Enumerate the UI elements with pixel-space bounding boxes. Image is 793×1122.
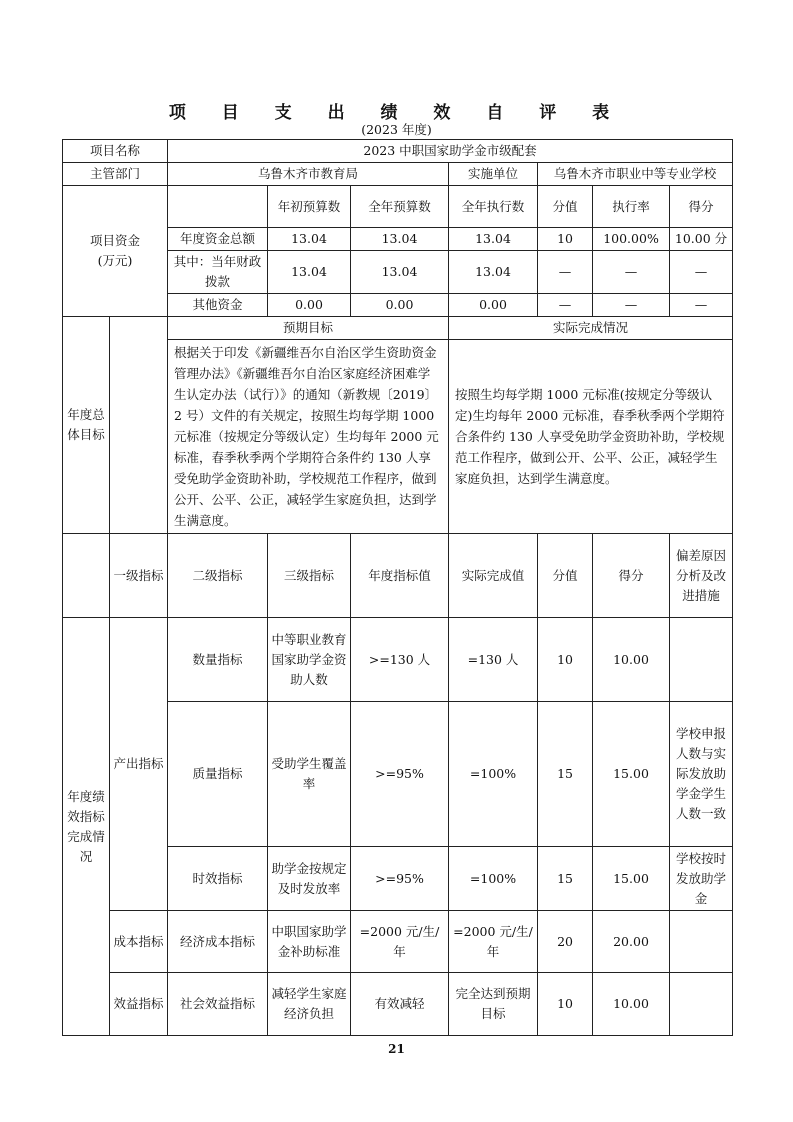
funds-cell: 13.04 [351, 251, 449, 294]
indicator-level2: 质量指标 [168, 702, 268, 847]
benefit-indicator-label: 效益指标 [110, 973, 168, 1036]
indicator-level3: 中等职业教育国家助学金资助人数 [268, 618, 351, 702]
goals-expected-header: 预期目标 [168, 317, 449, 340]
goals-blank [110, 317, 168, 534]
funds-header-row [63, 186, 733, 228]
indicator-level2: 数量指标 [168, 618, 268, 702]
indicator-deviation [670, 973, 733, 1036]
funds-fiscal-label: 其中：当年财政拨款 [168, 251, 268, 294]
funds-header-blank [168, 186, 268, 228]
project-name-label: 项目名称 [63, 140, 168, 163]
funds-other-label: 其他资金 [168, 294, 268, 317]
indicator-target: =2000 元/生/年 [351, 911, 449, 973]
funds-cell: 100.00% [593, 228, 670, 251]
goals-actual-text: 按照生均每学期 1000 元标准(按规定分等级认定)生均每年 2000 元标准，春季秋季两个学期符合条件约 130 人享受免助学金资助补助，学校规范工作程序，做到公开、公平、公正，减轻学生家庭负担，达到学生满意度。 [449, 340, 733, 534]
funds-cell: 10 [538, 228, 593, 251]
indicator-level2: 社会效益指标 [168, 973, 268, 1036]
header-target: 年度指标值 [351, 534, 449, 618]
indicator-target: >=95% [351, 702, 449, 847]
indicator-score-value: 15 [538, 847, 593, 911]
indicator-target: >=95% [351, 847, 449, 911]
unit-label: 实施单位 [449, 163, 538, 186]
indicator-deviation [670, 618, 733, 702]
indicator-deviation: 学校申报人数与实际发放助学金学生人数一致 [670, 702, 733, 847]
funds-total-label: 年度资金总额 [168, 228, 268, 251]
cost-indicator-label: 成本指标 [110, 911, 168, 973]
funds-cell: 13.04 [449, 251, 538, 294]
goals-expected-text: 根据关于印发《新疆维吾尔自治区学生资助资金管理办法》《新疆维吾尔自治区家庭经济困难学生认定办法（试行）》的通知（新教规〔2019〕2 号）文件的有关规定，按照生均每学期 1000 元标准（按规定分等级认定）生均每年 2000 元标准，春季秋季两个学期符合条件约 130 人享受免助学金资助补助，学校规范工作程序，做到公开、公平、公正，减轻学生家庭负担，达到学生满意度。 [168, 340, 449, 534]
indicator-actual: =100% [449, 847, 538, 911]
indicator-target: 有效减轻 [351, 973, 449, 1036]
indicator-actual: =100% [449, 702, 538, 847]
funds-cell: — [538, 251, 593, 294]
header-level2: 二级指标 [168, 534, 268, 618]
department-row [63, 163, 733, 186]
performance-table [62, 139, 733, 1036]
indicator-level2: 经济成本指标 [168, 911, 268, 973]
indicator-score: 15.00 [593, 847, 670, 911]
indicator-actual: =2000 元/生/年 [449, 911, 538, 973]
indicator-target: >=130 人 [351, 618, 449, 702]
funds-cell: — [538, 294, 593, 317]
indicators-header-blank [63, 534, 110, 618]
cost-indicator-row [63, 911, 733, 973]
funds-header-annual-budget: 全年预算数 [351, 186, 449, 228]
funds-cell: — [593, 251, 670, 294]
funds-header-score: 得分 [670, 186, 733, 228]
header-deviation: 偏差原因分析及改进措施 [670, 534, 733, 618]
indicator-level3: 中职国家助学金补助标准 [268, 911, 351, 973]
department-value: 乌鲁木齐市教育局 [168, 163, 449, 186]
indicator-score: 20.00 [593, 911, 670, 973]
funds-cell: — [670, 251, 733, 294]
indicator-deviation: 学校按时发放助学金 [670, 847, 733, 911]
indicator-score-value: 20 [538, 911, 593, 973]
funds-label [63, 186, 168, 317]
funds-header-initial-budget: 年初预算数 [268, 186, 351, 228]
benefit-indicator-row [63, 973, 733, 1036]
department-label: 主管部门 [63, 163, 168, 186]
page-number: 21 [388, 1042, 405, 1056]
project-name-value: 2023 中职国家助学金市级配套 [168, 140, 733, 163]
funds-header-score-value: 分值 [538, 186, 593, 228]
indicator-level3: 受助学生覆盖率 [268, 702, 351, 847]
funds-label-line1: 项目资金 [90, 233, 141, 248]
header-level3: 三级指标 [268, 534, 351, 618]
funds-cell: 0.00 [268, 294, 351, 317]
funds-cell: 13.04 [268, 251, 351, 294]
project-name-row [63, 140, 733, 163]
funds-cell: 13.04 [449, 228, 538, 251]
indicator-score-value: 15 [538, 702, 593, 847]
document-title: 项 目 支 出 绩 效 自 评 表 [168, 103, 625, 123]
indicator-score: 15.00 [593, 702, 670, 847]
goals-actual-header: 实际完成情况 [449, 317, 733, 340]
indicators-section-label: 年度绩效指标完成情况 [63, 618, 110, 1036]
funds-cell: 10.00 分 [670, 228, 733, 251]
funds-cell: — [670, 294, 733, 317]
indicator-score-value: 10 [538, 618, 593, 702]
indicator-actual: 完全达到预期目标 [449, 973, 538, 1036]
funds-header-annual-executed: 全年执行数 [449, 186, 538, 228]
indicators-header-row [63, 534, 733, 618]
indicator-deviation [670, 911, 733, 973]
indicator-score: 10.00 [593, 973, 670, 1036]
indicator-level3: 助学金按规定及时发放率 [268, 847, 351, 911]
funds-cell: 13.04 [268, 228, 351, 251]
output-indicator-label: 产出指标 [110, 618, 168, 911]
header-score: 得分 [593, 534, 670, 618]
indicator-level3: 减轻学生家庭经济负担 [268, 973, 351, 1036]
funds-cell: 13.04 [351, 228, 449, 251]
indicator-score: 10.00 [593, 618, 670, 702]
header-level1: 一级指标 [110, 534, 168, 618]
goals-label: 年度总体目标 [63, 317, 110, 534]
indicator-actual: =130 人 [449, 618, 538, 702]
funds-cell: 0.00 [351, 294, 449, 317]
funds-label-line2: (万元) [97, 253, 133, 268]
funds-header-execution-rate: 执行率 [593, 186, 670, 228]
goals-header-row [63, 317, 733, 340]
header-actual: 实际完成值 [449, 534, 538, 618]
indicator-score-value: 10 [538, 973, 593, 1036]
funds-cell: 0.00 [449, 294, 538, 317]
indicator-level2: 时效指标 [168, 847, 268, 911]
header-score-value: 分值 [538, 534, 593, 618]
funds-cell: — [593, 294, 670, 317]
document-year: (2023 年度) [361, 122, 432, 137]
unit-value: 乌鲁木齐市职业中等专业学校 [538, 163, 733, 186]
indicator-row [63, 618, 733, 702]
